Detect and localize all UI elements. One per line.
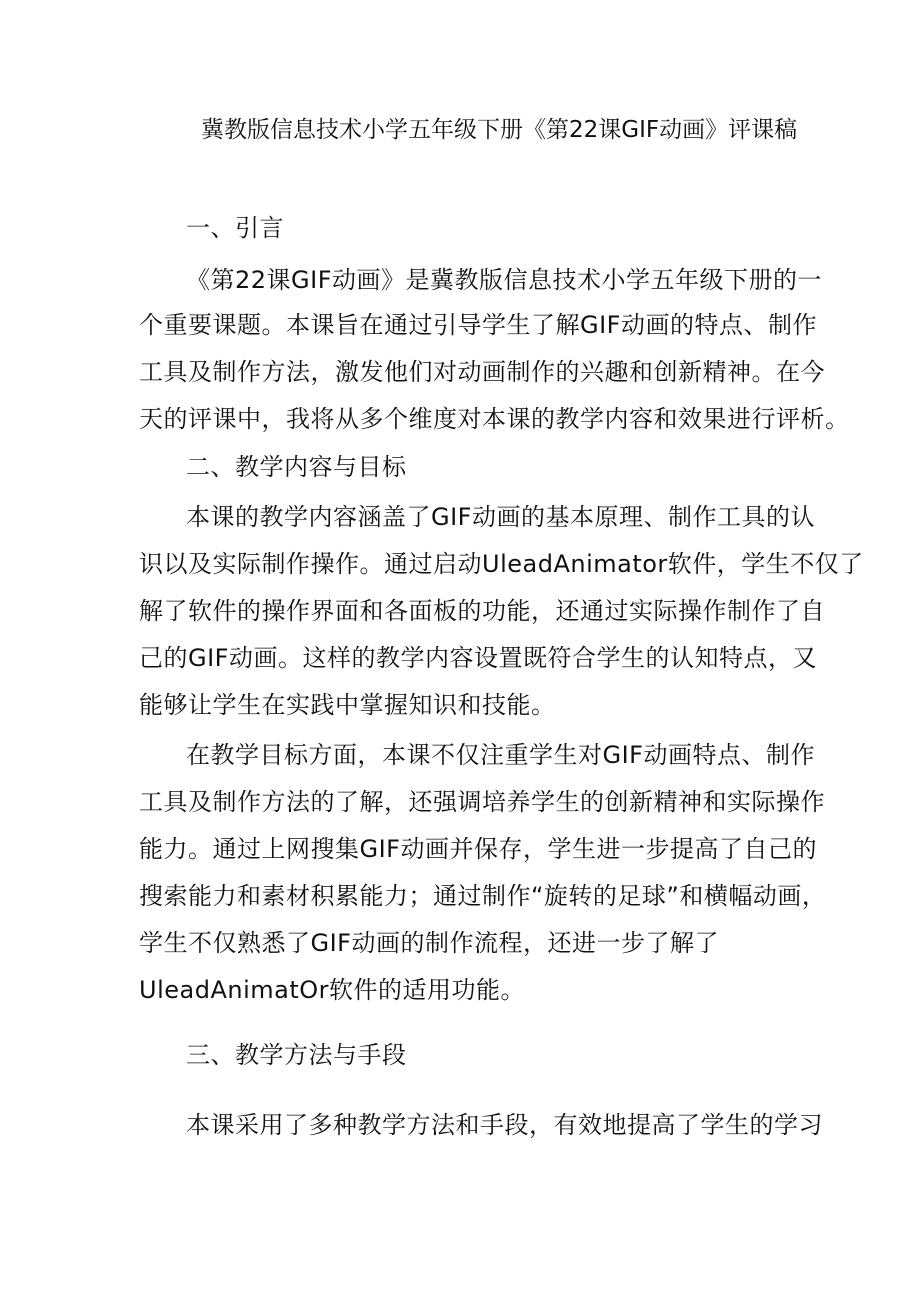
paragraph-line: 学生不仅熟悉了GIF动画的制作流程，还进一步了解了	[139, 929, 719, 957]
paragraph-line: 在教学目标方面，本课不仅注重学生对GIF动画特点、制作	[186, 741, 815, 769]
document-title: 冀教版信息技术小学五年级下册《第22课GIF动画》评课稿	[201, 117, 798, 143]
section-heading-content-goals: 二、教学内容与目标	[186, 453, 407, 481]
paragraph-line: 识以及实际制作操作。通过启动UleadAnimator软件，学生不仅了	[139, 550, 864, 578]
paragraph-line: 能够让学生在实践中掌握知识和技能。	[139, 691, 556, 719]
paragraph-line: 本课的教学内容涵盖了GIF动画的基本原理、制作工具的认	[186, 503, 815, 531]
section-heading-methods: 三、教学方法与手段	[186, 1041, 407, 1069]
paragraph-line: 搜索能力和素材积累能力；通过制作“旋转的足球”和横幅动画，	[139, 882, 827, 910]
paragraph-line: 工具及制作方法，激发他们对动画制作的兴趣和创新精神。在今	[139, 358, 825, 386]
section-heading-intro: 一、引言	[186, 214, 284, 242]
paragraph-line: 工具及制作方法的了解，还强调培养学生的创新精神和实际操作	[139, 788, 825, 816]
paragraph-line: 己的GIF动画。这样的教学内容设置既符合学生的认知特点，又	[139, 644, 817, 672]
paragraph-line: UleadAnimatOr软件的适用功能。	[139, 976, 525, 1004]
paragraph-line: 能力。通过上网搜集GIF动画并保存，学生进一步提高了自己的	[139, 835, 817, 863]
paragraph-line: 个重要课题。本课旨在通过引导学生了解GIF动画的特点、制作	[139, 311, 817, 339]
paragraph-line: 本课采用了多种教学方法和手段，有效地提高了学生的学习	[186, 1111, 823, 1139]
paragraph-line: 解了软件的操作界面和各面板的功能，还通过实际操作制作了自	[139, 597, 825, 625]
paragraph-line: 《第22课GIF动画》是冀教版信息技术小学五年级下册的一	[186, 266, 823, 294]
paragraph-line: 天的评课中，我将从多个维度对本课的教学内容和效果进行评析。	[139, 405, 850, 433]
